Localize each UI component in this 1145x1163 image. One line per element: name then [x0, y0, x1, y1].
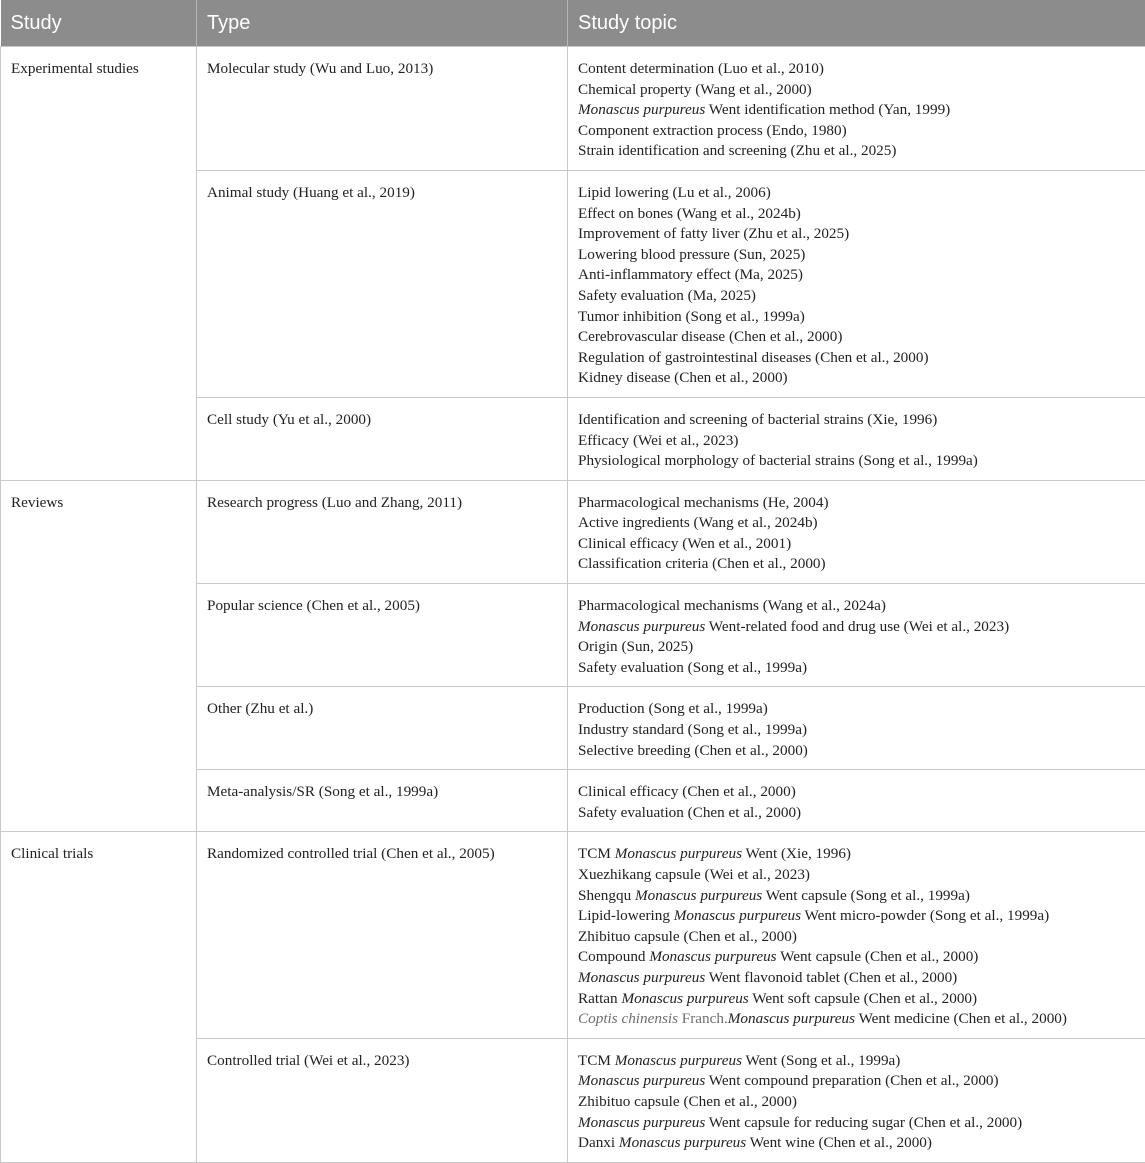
study-topic-item — [578, 121, 1135, 142]
topic-text: Physiological morphology of bacterial strains (Song et al., 1999a) — [578, 452, 978, 469]
topic-text: Went medicine (Chen et al., 2000) — [855, 1010, 1067, 1027]
study-topic-item — [578, 1133, 1135, 1154]
study-topic-item — [578, 141, 1135, 162]
study-topic-item — [578, 1113, 1135, 1134]
topic-text: Rattan — [578, 990, 621, 1007]
species-name: Coptis chinensis — [578, 1010, 678, 1027]
study-topic-item — [578, 431, 1135, 452]
species-name: Monascus purpureus — [621, 990, 748, 1007]
study-topic-item — [578, 886, 1135, 907]
topic-text: Clinical efficacy (Wen et al., 2001) — [578, 535, 791, 552]
topic-text: Component extraction process (Endo, 1980) — [578, 122, 847, 139]
table-body — [1, 47, 1145, 1163]
species-name: Monascus purpureus — [578, 101, 705, 118]
study-topic-item — [578, 741, 1135, 762]
topic-text: Lipid lowering (Lu et al., 2006) — [578, 184, 771, 201]
study-category-cell: Clinical trials — [1, 832, 197, 1162]
study-topics-cell — [568, 47, 1145, 171]
study-topic-item — [578, 989, 1135, 1010]
study-topic-item — [578, 59, 1135, 80]
header-study: Study — [1, 0, 197, 47]
study-topic-item — [578, 265, 1135, 286]
study-topics-cell — [568, 170, 1145, 397]
table-header — [1, 0, 1145, 47]
study-topic-item — [578, 1071, 1135, 1092]
study-topic-item — [578, 699, 1135, 720]
topic-text: Went soft capsule (Chen et al., 2000) — [749, 990, 977, 1007]
topic-text: Pharmacological mechanisms (Wang et al., 2024a) — [578, 597, 886, 614]
topic-text: Lipid-lowering — [578, 907, 674, 924]
topic-text: Went compound preparation (Chen et al., 2000) — [705, 1072, 998, 1089]
topic-text: TCM — [578, 1052, 615, 1069]
topic-text: Went identification method (Yan, 1999) — [705, 101, 950, 118]
study-topics-cell — [568, 832, 1145, 1038]
topic-text: Selective breeding (Chen et al., 2000) — [578, 742, 808, 759]
study-topic-item — [578, 327, 1135, 348]
topic-text: Safety evaluation (Ma, 2025) — [578, 287, 756, 304]
study-topic-item — [578, 844, 1135, 865]
species-name: Monascus purpureus — [578, 618, 705, 635]
study-type-cell: Randomized controlled trial (Chen et al., 2005) — [197, 832, 568, 1038]
topic-text: Content determination (Luo et al., 2010) — [578, 60, 824, 77]
topic-text: Regulation of gastrointestinal diseases (Chen et al., 2000) — [578, 349, 929, 366]
header-row — [1, 0, 1145, 47]
study-topic-item — [578, 1009, 1135, 1030]
topic-text: Active ingredients (Wang et al., 2024b) — [578, 514, 818, 531]
topic-text: Went micro-powder (Song et al., 1999a) — [801, 907, 1049, 924]
topic-text: Compound — [578, 948, 649, 965]
study-topic-item — [578, 947, 1135, 968]
topic-text: Strain identification and screening (Zhu et al., 2025) — [578, 142, 896, 159]
topic-text: Went flavonoid tablet (Chen et al., 2000) — [705, 969, 957, 986]
topic-text: Went-related food and drug use (Wei et al., 2023) — [705, 618, 1009, 635]
study-topic-item — [578, 534, 1135, 555]
topic-text: Safety evaluation (Chen et al., 2000) — [578, 804, 801, 821]
topic-text: Classification criteria (Chen et al., 2000) — [578, 555, 826, 572]
species-name: Monascus purpureus — [578, 969, 705, 986]
topic-text: Went capsule (Song et al., 1999a) — [762, 887, 970, 904]
topic-text: Identification and screening of bacterial strains (Xie, 1996) — [578, 411, 937, 428]
study-topic-item — [578, 245, 1135, 266]
species-name: Monascus purpureus — [635, 887, 762, 904]
study-type-cell: Research progress (Luo and Zhang, 2011) — [197, 480, 568, 583]
topic-text: Went (Xie, 1996) — [742, 845, 851, 862]
topic-text: Safety evaluation (Song et al., 1999a) — [578, 659, 807, 676]
topic-text: TCM — [578, 845, 615, 862]
study-topic-item — [578, 451, 1135, 472]
topic-text: Production (Song et al., 1999a) — [578, 700, 768, 717]
study-topic-item — [578, 637, 1135, 658]
species-name: Monascus purpureus — [619, 1134, 746, 1151]
study-topics-cell — [568, 687, 1145, 770]
study-topic-item — [578, 513, 1135, 534]
species-name: Monascus purpureus — [728, 1010, 855, 1027]
topic-text: Shengqu — [578, 887, 635, 904]
study-topic-item — [578, 554, 1135, 575]
species-name: Monascus purpureus — [615, 1052, 742, 1069]
table-row — [1, 480, 1145, 583]
table-row — [1, 47, 1145, 171]
topic-text: Went wine (Chen et al., 2000) — [746, 1134, 932, 1151]
study-topic-item — [578, 348, 1135, 369]
study-topic-item — [578, 803, 1135, 824]
topic-text: Went (Song et al., 1999a) — [742, 1052, 900, 1069]
study-topic-item — [578, 80, 1135, 101]
study-topics-cell — [568, 397, 1145, 480]
study-topics-cell — [568, 584, 1145, 687]
study-type-cell: Popular science (Chen et al., 2005) — [197, 584, 568, 687]
study-topic-item — [578, 368, 1135, 389]
study-topic-item — [578, 224, 1135, 245]
topic-text: Origin (Sun, 2025) — [578, 638, 693, 655]
topic-text: Tumor inhibition (Song et al., 1999a) — [578, 308, 805, 325]
study-topic-item — [578, 906, 1135, 927]
topic-text: Cerebrovascular disease (Chen et al., 2000) — [578, 328, 842, 345]
study-topic-item — [578, 658, 1135, 679]
topic-text: Zhibituo capsule (Chen et al., 2000) — [578, 928, 797, 945]
study-topic-item — [578, 596, 1135, 617]
study-topics-cell — [568, 480, 1145, 583]
table-row — [1, 832, 1145, 1038]
topic-text: Industry standard (Song et al., 1999a) — [578, 721, 807, 738]
study-topic-item — [578, 865, 1135, 886]
topic-text: Improvement of fatty liver (Zhu et al., 2025) — [578, 225, 849, 242]
topic-text: Lowering blood pressure (Sun, 2025) — [578, 246, 805, 263]
topic-text: Chemical property (Wang et al., 2000) — [578, 81, 812, 98]
study-type-cell: Meta-analysis/SR (Song et al., 1999a) — [197, 770, 568, 832]
study-topic-item — [578, 720, 1135, 741]
study-topic-item — [578, 183, 1135, 204]
topic-text: Efficacy (Wei et al., 2023) — [578, 432, 738, 449]
study-topic-item — [578, 927, 1135, 948]
topic-text: Pharmacological mechanisms (He, 2004) — [578, 494, 829, 511]
species-name: Monascus purpureus — [674, 907, 801, 924]
study-category-cell: Reviews — [1, 480, 197, 832]
topic-text: Went capsule (Chen et al., 2000) — [777, 948, 979, 965]
study-topic-item — [578, 968, 1135, 989]
study-topic-item — [578, 617, 1135, 638]
study-topics-cell — [568, 1038, 1145, 1162]
study-type-cell: Molecular study (Wu and Luo, 2013) — [197, 47, 568, 171]
topic-text: Went capsule for reducing sugar (Chen et al., 2000) — [705, 1114, 1022, 1131]
study-type-cell: Controlled trial (Wei et al., 2023) — [197, 1038, 568, 1162]
topic-text: Anti-inflammatory effect (Ma, 2025) — [578, 266, 803, 283]
study-topic-item — [578, 782, 1135, 803]
topic-text: Zhibituo capsule (Chen et al., 2000) — [578, 1093, 797, 1110]
study-topics-cell — [568, 770, 1145, 832]
study-type-cell: Cell study (Yu et al., 2000) — [197, 397, 568, 480]
study-type-cell: Animal study (Huang et al., 2019) — [197, 170, 568, 397]
species-name: Monascus purpureus — [615, 845, 742, 862]
header-type: Type — [197, 0, 568, 47]
study-type-cell: Other (Zhu et al.) — [197, 687, 568, 770]
species-name: Monascus purpureus — [578, 1114, 705, 1131]
topic-text: Franch. — [678, 1010, 728, 1027]
study-topic-item — [578, 1092, 1135, 1113]
topic-text: Danxi — [578, 1134, 619, 1151]
topic-text: Kidney disease (Chen et al., 2000) — [578, 369, 788, 386]
study-topic-item — [578, 493, 1135, 514]
study-topic-item — [578, 410, 1135, 431]
study-topic-item — [578, 204, 1135, 225]
study-topic-item — [578, 1051, 1135, 1072]
study-topic-item — [578, 100, 1135, 121]
species-name: Monascus purpureus — [649, 948, 776, 965]
topic-text: Clinical efficacy (Chen et al., 2000) — [578, 783, 796, 800]
study-topic-item — [578, 307, 1135, 328]
species-name: Monascus purpureus — [578, 1072, 705, 1089]
header-study-topic: Study topic — [568, 0, 1145, 47]
study-category-cell: Experimental studies — [1, 47, 197, 481]
study-topic-item — [578, 286, 1135, 307]
topic-text: Xuezhikang capsule (Wei et al., 2023) — [578, 866, 810, 883]
topic-text: Effect on bones (Wang et al., 2024b) — [578, 205, 801, 222]
